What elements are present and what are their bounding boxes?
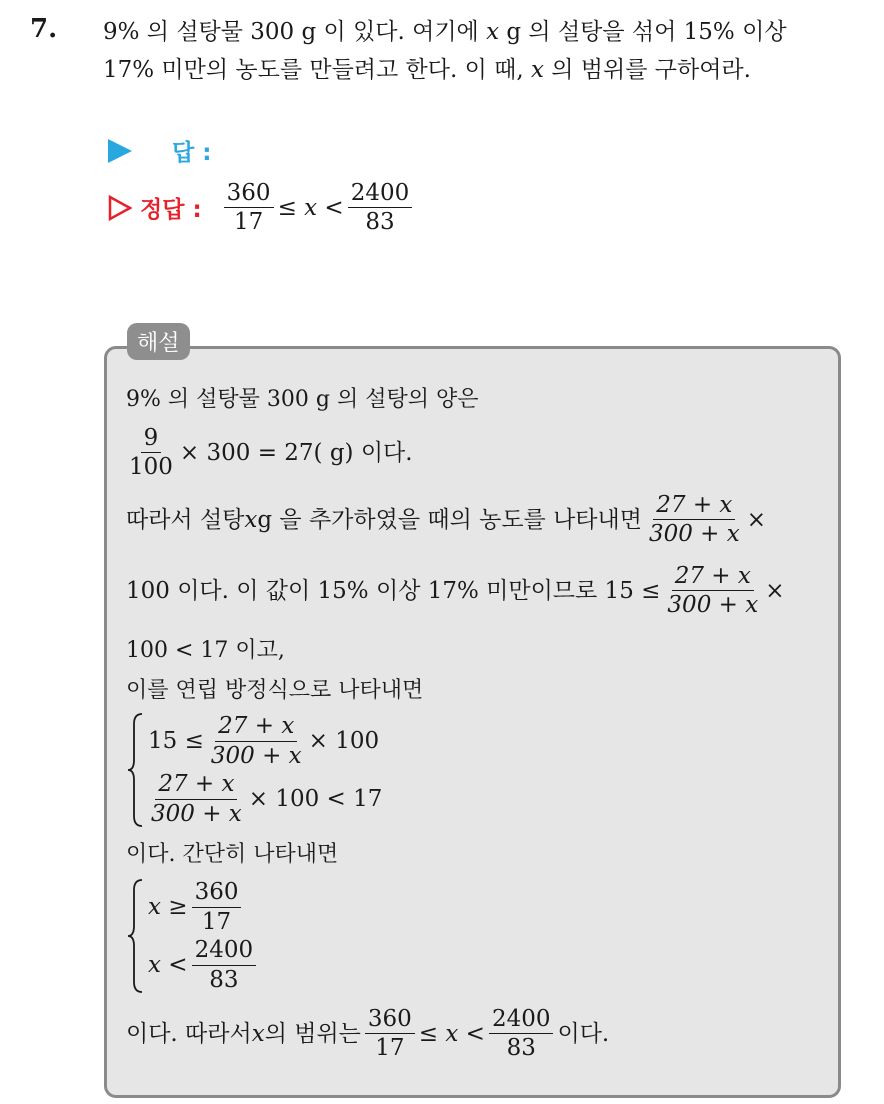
- text: 100 이다. 이 값이 15% 이상 17% 미만이므로 15 ≤: [126, 577, 661, 604]
- text: × 100 < 17: [248, 786, 383, 812]
- fraction: [192, 937, 257, 993]
- explanation-line-4: [126, 563, 784, 619]
- fraction: [646, 492, 743, 548]
- denominator: 100: [129, 454, 173, 481]
- equation-system-1: [126, 712, 382, 828]
- system-row: [148, 771, 382, 827]
- question-number: 7.: [30, 14, 58, 44]
- text: 따라서 설탕: [126, 506, 245, 533]
- numerator: 360: [224, 180, 274, 208]
- inequality: ≤ x <: [418, 1020, 485, 1047]
- numerator: 27 + x: [155, 771, 237, 799]
- explanation-line-6: 이를 연립 방정식으로 나타내면: [126, 678, 424, 703]
- denominator: 300 + x: [210, 742, 302, 769]
- left-brace-icon: [126, 878, 144, 994]
- answer-row: [108, 134, 211, 167]
- answer-label: 답 :: [172, 140, 212, 166]
- times-sign: ×: [765, 577, 785, 604]
- correct-answer-math: [220, 180, 417, 236]
- denominator: 17: [201, 908, 232, 935]
- text: x ≥: [148, 894, 188, 920]
- fraction: [224, 180, 274, 236]
- question-line2-b: 의 범위를 구하여라.: [543, 57, 751, 83]
- text: 의 범위는: [264, 1020, 361, 1047]
- var-x: x: [251, 1020, 265, 1047]
- left-brace-icon: [126, 712, 144, 828]
- correct-answer-row: [108, 180, 416, 236]
- denominator: 300 + x: [151, 800, 242, 827]
- fraction: [148, 771, 245, 827]
- fraction: [664, 563, 761, 619]
- fraction: [208, 713, 305, 769]
- correct-answer-label: 정답 :: [140, 197, 202, 224]
- var-x: x: [486, 19, 500, 45]
- question-line1-b: g 의 설탕을 섞어 15% 이상: [499, 19, 787, 45]
- numerator: 2400: [348, 180, 413, 208]
- denominator: 300 + x: [648, 521, 740, 548]
- numerator: 27 + x: [672, 563, 754, 591]
- system-row: [148, 713, 382, 769]
- question-text: [103, 13, 873, 89]
- explanation-line-1: 9% 의 설탕물 300 g 의 설탕의 양은: [126, 387, 479, 412]
- correct-triangle-outline-icon: [108, 195, 132, 221]
- fraction: [192, 879, 242, 935]
- explanation-tag: 해설: [127, 323, 190, 360]
- var-x: x: [530, 57, 544, 83]
- times-sign: ×: [746, 506, 766, 533]
- text: x <: [148, 952, 188, 978]
- denominator: 300 + x: [667, 592, 759, 619]
- explanation-line-7: 이다. 간단히 나타내면: [126, 842, 339, 867]
- question-line2-a: 17% 미만의 농도를 만들려고 한다. 이 때,: [103, 57, 531, 83]
- question-line-1: [103, 13, 873, 51]
- equation-text: × 300 = 27( g) 이다.: [179, 439, 413, 466]
- numerator: 27 + x: [215, 713, 297, 741]
- text: 15 ≤: [148, 728, 204, 754]
- var-x: x: [244, 506, 258, 533]
- question-line1-a: 9% 의 설탕물 300 g 이 있다. 여기에: [103, 19, 487, 45]
- explanation-line-2: [126, 424, 413, 481]
- question-line-2: [103, 51, 873, 89]
- equation-system-2: [126, 878, 260, 994]
- fraction: [489, 1006, 554, 1062]
- denominator: 17: [375, 1035, 405, 1062]
- inequality: ≤ x <: [277, 194, 344, 221]
- answer-triangle-icon: [108, 139, 132, 163]
- explanation-line-5: 100 < 17 이고,: [126, 638, 285, 663]
- fraction: [348, 180, 413, 236]
- fraction: [365, 1006, 415, 1062]
- numerator: 360: [192, 879, 242, 907]
- denominator: 83: [209, 966, 239, 993]
- numerator: 27 + x: [653, 492, 735, 520]
- denominator: 83: [365, 209, 395, 236]
- text: 이다. 따라서: [126, 1020, 252, 1047]
- numerator: 2400: [192, 937, 257, 965]
- text: 이다.: [557, 1020, 610, 1047]
- explanation-line-3: [126, 492, 766, 548]
- denominator: 83: [506, 1035, 536, 1062]
- system-row: [148, 879, 260, 935]
- numerator: 9: [141, 425, 162, 453]
- text: × 100: [308, 728, 380, 754]
- numerator: 360: [365, 1006, 415, 1034]
- explanation-line-8: [126, 1006, 609, 1062]
- denominator: 17: [233, 209, 264, 236]
- system-row: [148, 937, 260, 993]
- fraction: [126, 425, 176, 481]
- text: g 을 추가하였을 때의 농도를 나타내면: [257, 506, 642, 533]
- numerator: 2400: [489, 1006, 554, 1034]
